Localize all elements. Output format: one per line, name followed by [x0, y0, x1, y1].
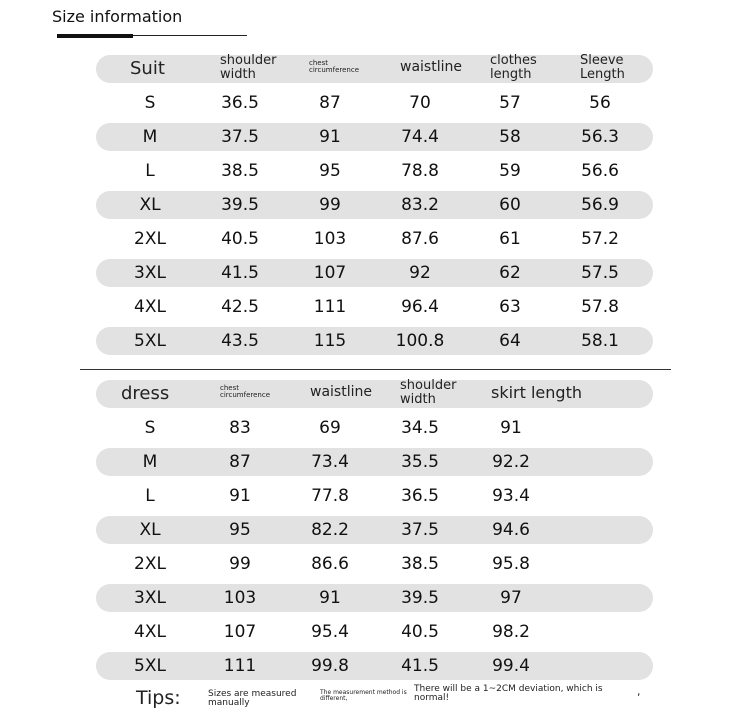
measure-cell: 91 [319, 588, 341, 608]
size-cell: 4XL [134, 297, 166, 317]
table-row [0, 259, 750, 287]
measure-cell: 74.4 [401, 127, 439, 147]
measure-cell: 34.5 [401, 418, 439, 438]
table-row [0, 652, 750, 680]
measure-cell: 63 [499, 297, 521, 317]
measure-cell: 94.6 [492, 520, 530, 540]
measure-cell: 56.3 [581, 127, 619, 147]
page-title: Size information [52, 7, 183, 26]
measure-cell: 41.5 [401, 656, 439, 676]
measure-cell: 78.8 [401, 161, 439, 181]
measure-cell: 92.2 [492, 452, 530, 472]
table-row [0, 584, 750, 612]
measure-cell: 111 [313, 297, 347, 317]
size-cell: L [145, 486, 155, 506]
measure-cell: 96.4 [401, 297, 439, 317]
suit-header-sleeve: Sleeve Length [580, 53, 625, 82]
measure-cell: 40.5 [401, 622, 439, 642]
table-row [0, 414, 750, 442]
size-cell: 3XL [134, 588, 166, 608]
measure-cell: 61 [499, 229, 521, 249]
measure-cell: 107 [313, 263, 347, 283]
measure-cell: 77.8 [311, 486, 349, 506]
measure-cell: 103 [313, 229, 347, 249]
measure-cell: 57.8 [581, 297, 619, 317]
measure-cell: 64 [499, 331, 521, 351]
dress-header-waistline: waistline [310, 384, 372, 400]
dress-header-shoulder: shoulder width [400, 378, 457, 407]
size-cell: S [144, 93, 156, 113]
suit-header-length: clothes length [490, 53, 537, 82]
dress-header-chest: chest circumference [220, 384, 271, 399]
table-row [0, 516, 750, 544]
measure-cell: 91 [229, 486, 251, 506]
measure-cell: 56.9 [581, 195, 619, 215]
dress-header-size: dress [121, 383, 170, 404]
table-row [0, 123, 750, 151]
size-cell: 2XL [134, 554, 166, 574]
size-cell: 5XL [134, 331, 166, 351]
measure-cell: 60 [499, 195, 521, 215]
measure-cell: 83.2 [401, 195, 439, 215]
measure-cell: 93.4 [492, 486, 530, 506]
measure-cell: 38.5 [401, 554, 439, 574]
measure-cell: 87 [319, 93, 341, 113]
measure-cell: 99 [229, 554, 251, 574]
measure-cell: 39.5 [401, 588, 439, 608]
measure-cell: 87 [229, 452, 251, 472]
measure-cell: 36.5 [221, 93, 259, 113]
size-cell: XL [139, 520, 161, 540]
measure-cell: 99.4 [492, 656, 530, 676]
measure-cell: 87.6 [401, 229, 439, 249]
table-row [0, 293, 750, 321]
measure-cell: 111 [223, 656, 257, 676]
size-cell: XL [139, 195, 161, 215]
size-cell: 4XL [134, 622, 166, 642]
measure-cell: 57.2 [581, 229, 619, 249]
table-row [0, 157, 750, 185]
table-row [0, 327, 750, 355]
measure-cell: 73.4 [311, 452, 349, 472]
tip-deviation: There will be a 1~2CM deviation, which is normal! [414, 684, 603, 704]
size-cell: L [145, 161, 155, 181]
size-cell: S [144, 418, 156, 438]
measure-cell: 99 [319, 195, 341, 215]
tips-label: Tips: [136, 687, 181, 709]
table-row [0, 191, 750, 219]
measure-cell: 95.4 [311, 622, 349, 642]
measure-cell: 107 [223, 622, 257, 642]
dress-header-skirt: skirt length [491, 383, 582, 402]
table-row [0, 482, 750, 510]
measure-cell: 43.5 [221, 331, 259, 351]
suit-header-shoulder: shoulder width [220, 53, 277, 82]
measure-cell: 42.5 [221, 297, 259, 317]
measure-cell: 40.5 [221, 229, 259, 249]
measure-cell: 56 [589, 93, 611, 113]
table-row [0, 618, 750, 646]
measure-cell: 38.5 [221, 161, 259, 181]
measure-cell: 98.2 [492, 622, 530, 642]
size-cell: 2XL [134, 229, 166, 249]
measure-cell: 62 [499, 263, 521, 283]
measure-cell: 36.5 [401, 486, 439, 506]
tip-mark: , [637, 685, 641, 698]
measure-cell: 58 [499, 127, 521, 147]
measure-cell: 92 [409, 263, 431, 283]
table-row [0, 550, 750, 578]
measure-cell: 58.1 [581, 331, 619, 351]
measure-cell: 91 [500, 418, 522, 438]
section-divider [80, 369, 671, 370]
measure-cell: 57.5 [581, 263, 619, 283]
measure-cell: 35.5 [401, 452, 439, 472]
table-row [0, 89, 750, 117]
size-cell: M [142, 452, 158, 472]
suit-header-chest: chest circumference [309, 59, 360, 74]
measure-cell: 95 [229, 520, 251, 540]
size-cell: M [142, 127, 158, 147]
size-cell: 5XL [134, 656, 166, 676]
measure-cell: 97 [500, 588, 522, 608]
measure-cell: 91 [319, 127, 341, 147]
measure-cell: 103 [223, 588, 257, 608]
measure-cell: 95 [319, 161, 341, 181]
measure-cell: 39.5 [221, 195, 259, 215]
tip-measured: Sizes are measured manually [208, 689, 297, 709]
measure-cell: 99.8 [311, 656, 349, 676]
title-underline-accent [57, 34, 133, 38]
measure-cell: 95.8 [492, 554, 530, 574]
measure-cell: 86.6 [311, 554, 349, 574]
tip-method: The measurement method is different, [320, 689, 407, 703]
measure-cell: 57 [499, 93, 521, 113]
measure-cell: 115 [313, 331, 347, 351]
table-row [0, 225, 750, 253]
measure-cell: 70 [409, 93, 431, 113]
suit-header-waistline: waistline [400, 59, 462, 75]
table-row [0, 448, 750, 476]
measure-cell: 82.2 [311, 520, 349, 540]
measure-cell: 41.5 [221, 263, 259, 283]
measure-cell: 69 [319, 418, 341, 438]
measure-cell: 37.5 [401, 520, 439, 540]
size-cell: 3XL [134, 263, 166, 283]
measure-cell: 100.8 [395, 331, 445, 351]
suit-header-band [96, 55, 653, 83]
measure-cell: 56.6 [581, 161, 619, 181]
measure-cell: 37.5 [221, 127, 259, 147]
measure-cell: 59 [499, 161, 521, 181]
measure-cell: 83 [229, 418, 251, 438]
suit-header-size: Suit [130, 58, 165, 79]
